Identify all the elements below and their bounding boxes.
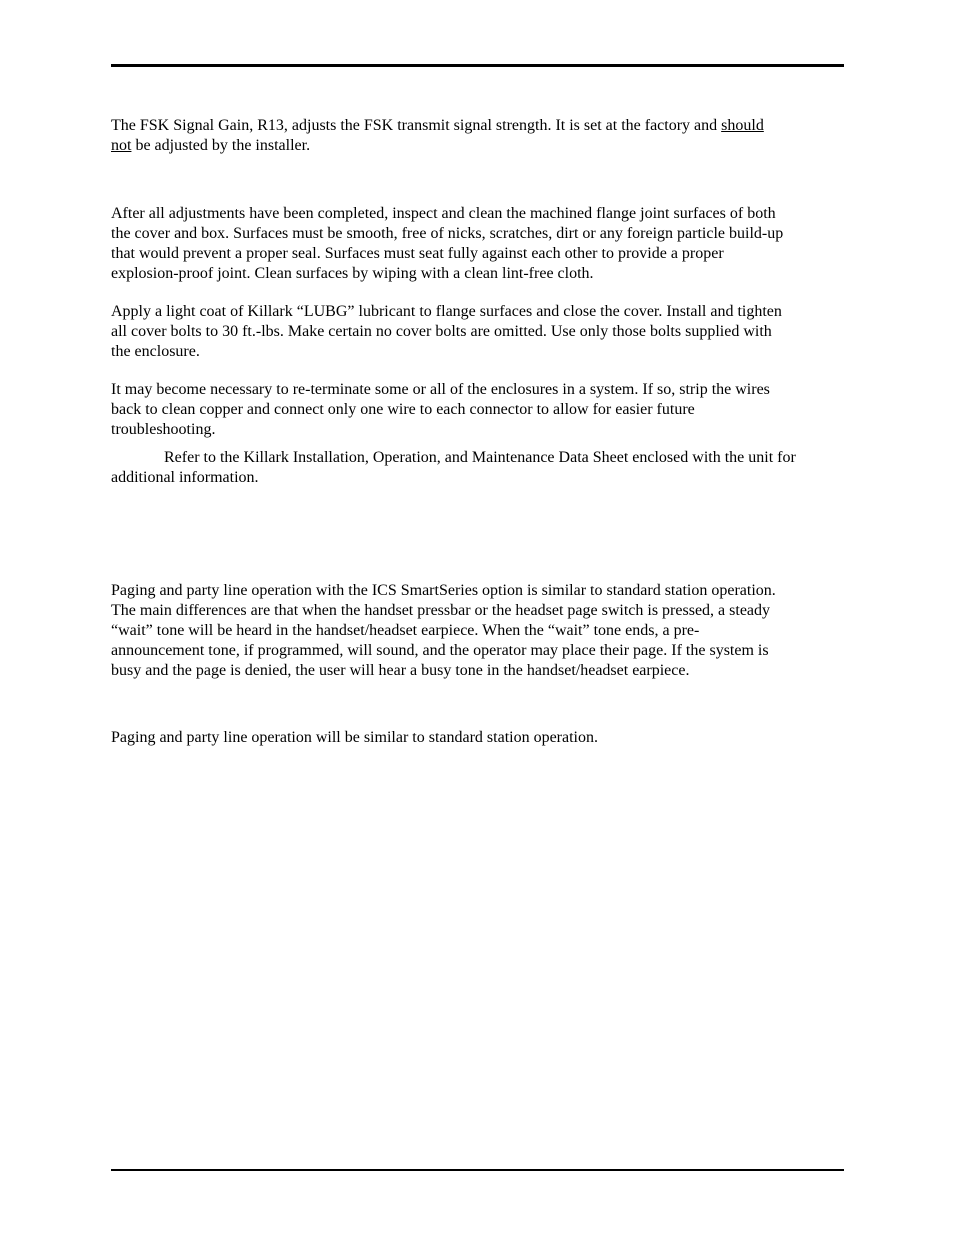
smartseries-line: announcement tone, if programmed, will sound, and the operator may place their page. If the system is <box>111 642 769 659</box>
reterminate-line: back to clean copper and connect only one wire to each connector to allow for easier future <box>111 401 695 418</box>
clean-line: explosion-proof joint. Clean surfaces by wiping with a clean lint-free cloth. <box>111 265 594 282</box>
reterminate-line: It may become necessary to re-terminate some or all of the enclosures in a system. If so, strip the wires <box>111 381 770 398</box>
clean-line: that would prevent a proper seal. Surfaces must seat fully against each other to provide a proper <box>111 245 724 262</box>
fsk-emphasis-not: not <box>111 137 132 154</box>
smartseries-line: Paging and party line operation with the ICS SmartSeries option is similar to standard station operation. <box>111 582 776 599</box>
fsk-signal-gain-paragraph <box>111 116 851 156</box>
footer-rule <box>111 1169 844 1171</box>
lubricant-line: Apply a light coat of Killark “LUBG” lubricant to flange surfaces and close the cover. Install and tighten <box>111 303 782 320</box>
lubricant-line: all cover bolts to 30 ft.-lbs. Make certain no cover bolts are omitted. Use only those bolts supplied with <box>111 323 772 340</box>
smartseries-line: “wait” tone will be heard in the handset/headset earpiece. When the “wait” tone ends, a pre- <box>111 622 700 639</box>
refer-line: Refer to the Killark Installation, Operation, and Maintenance Data Sheet enclosed with the unit for <box>164 449 796 466</box>
refer-data-sheet-paragraph <box>111 448 851 488</box>
smartseries-line: The main differences are that when the handset pressbar or the headset page switch is pressed, a steady <box>111 602 771 619</box>
standard-line: Paging and party line operation will be similar to standard station operation. <box>111 729 598 746</box>
fsk-line-2 <box>111 136 851 156</box>
refer-line: additional information. <box>111 469 259 486</box>
fsk-line-1-text: The FSK Signal Gain, R13, adjusts the FSK transmit signal strength. It is set at the factory and <box>111 117 722 134</box>
lubricant-line: the enclosure. <box>111 343 200 360</box>
clean-line: After all adjustments have been completed, inspect and clean the machined flange joint surfaces of both <box>111 205 776 222</box>
lubricant-paragraph <box>111 302 851 362</box>
clean-line: the cover and box. Surfaces must be smooth, free of nicks, scratches, dirt or any foreign particle build-up <box>111 225 784 242</box>
fsk-emphasis-should: should <box>721 117 764 134</box>
smartseries-operation-paragraph <box>111 581 851 681</box>
standard-operation-paragraph <box>111 728 851 748</box>
clean-flange-paragraph <box>111 204 851 284</box>
fsk-line-2-text: be adjusted by the installer. <box>131 137 311 154</box>
reterminate-line: troubleshooting. <box>111 421 216 438</box>
header-rule <box>111 64 844 67</box>
reterminate-paragraph <box>111 380 851 440</box>
fsk-line-1 <box>111 116 851 136</box>
smartseries-line: busy and the page is denied, the user will hear a busy tone in the handset/headset earpiece. <box>111 662 690 679</box>
